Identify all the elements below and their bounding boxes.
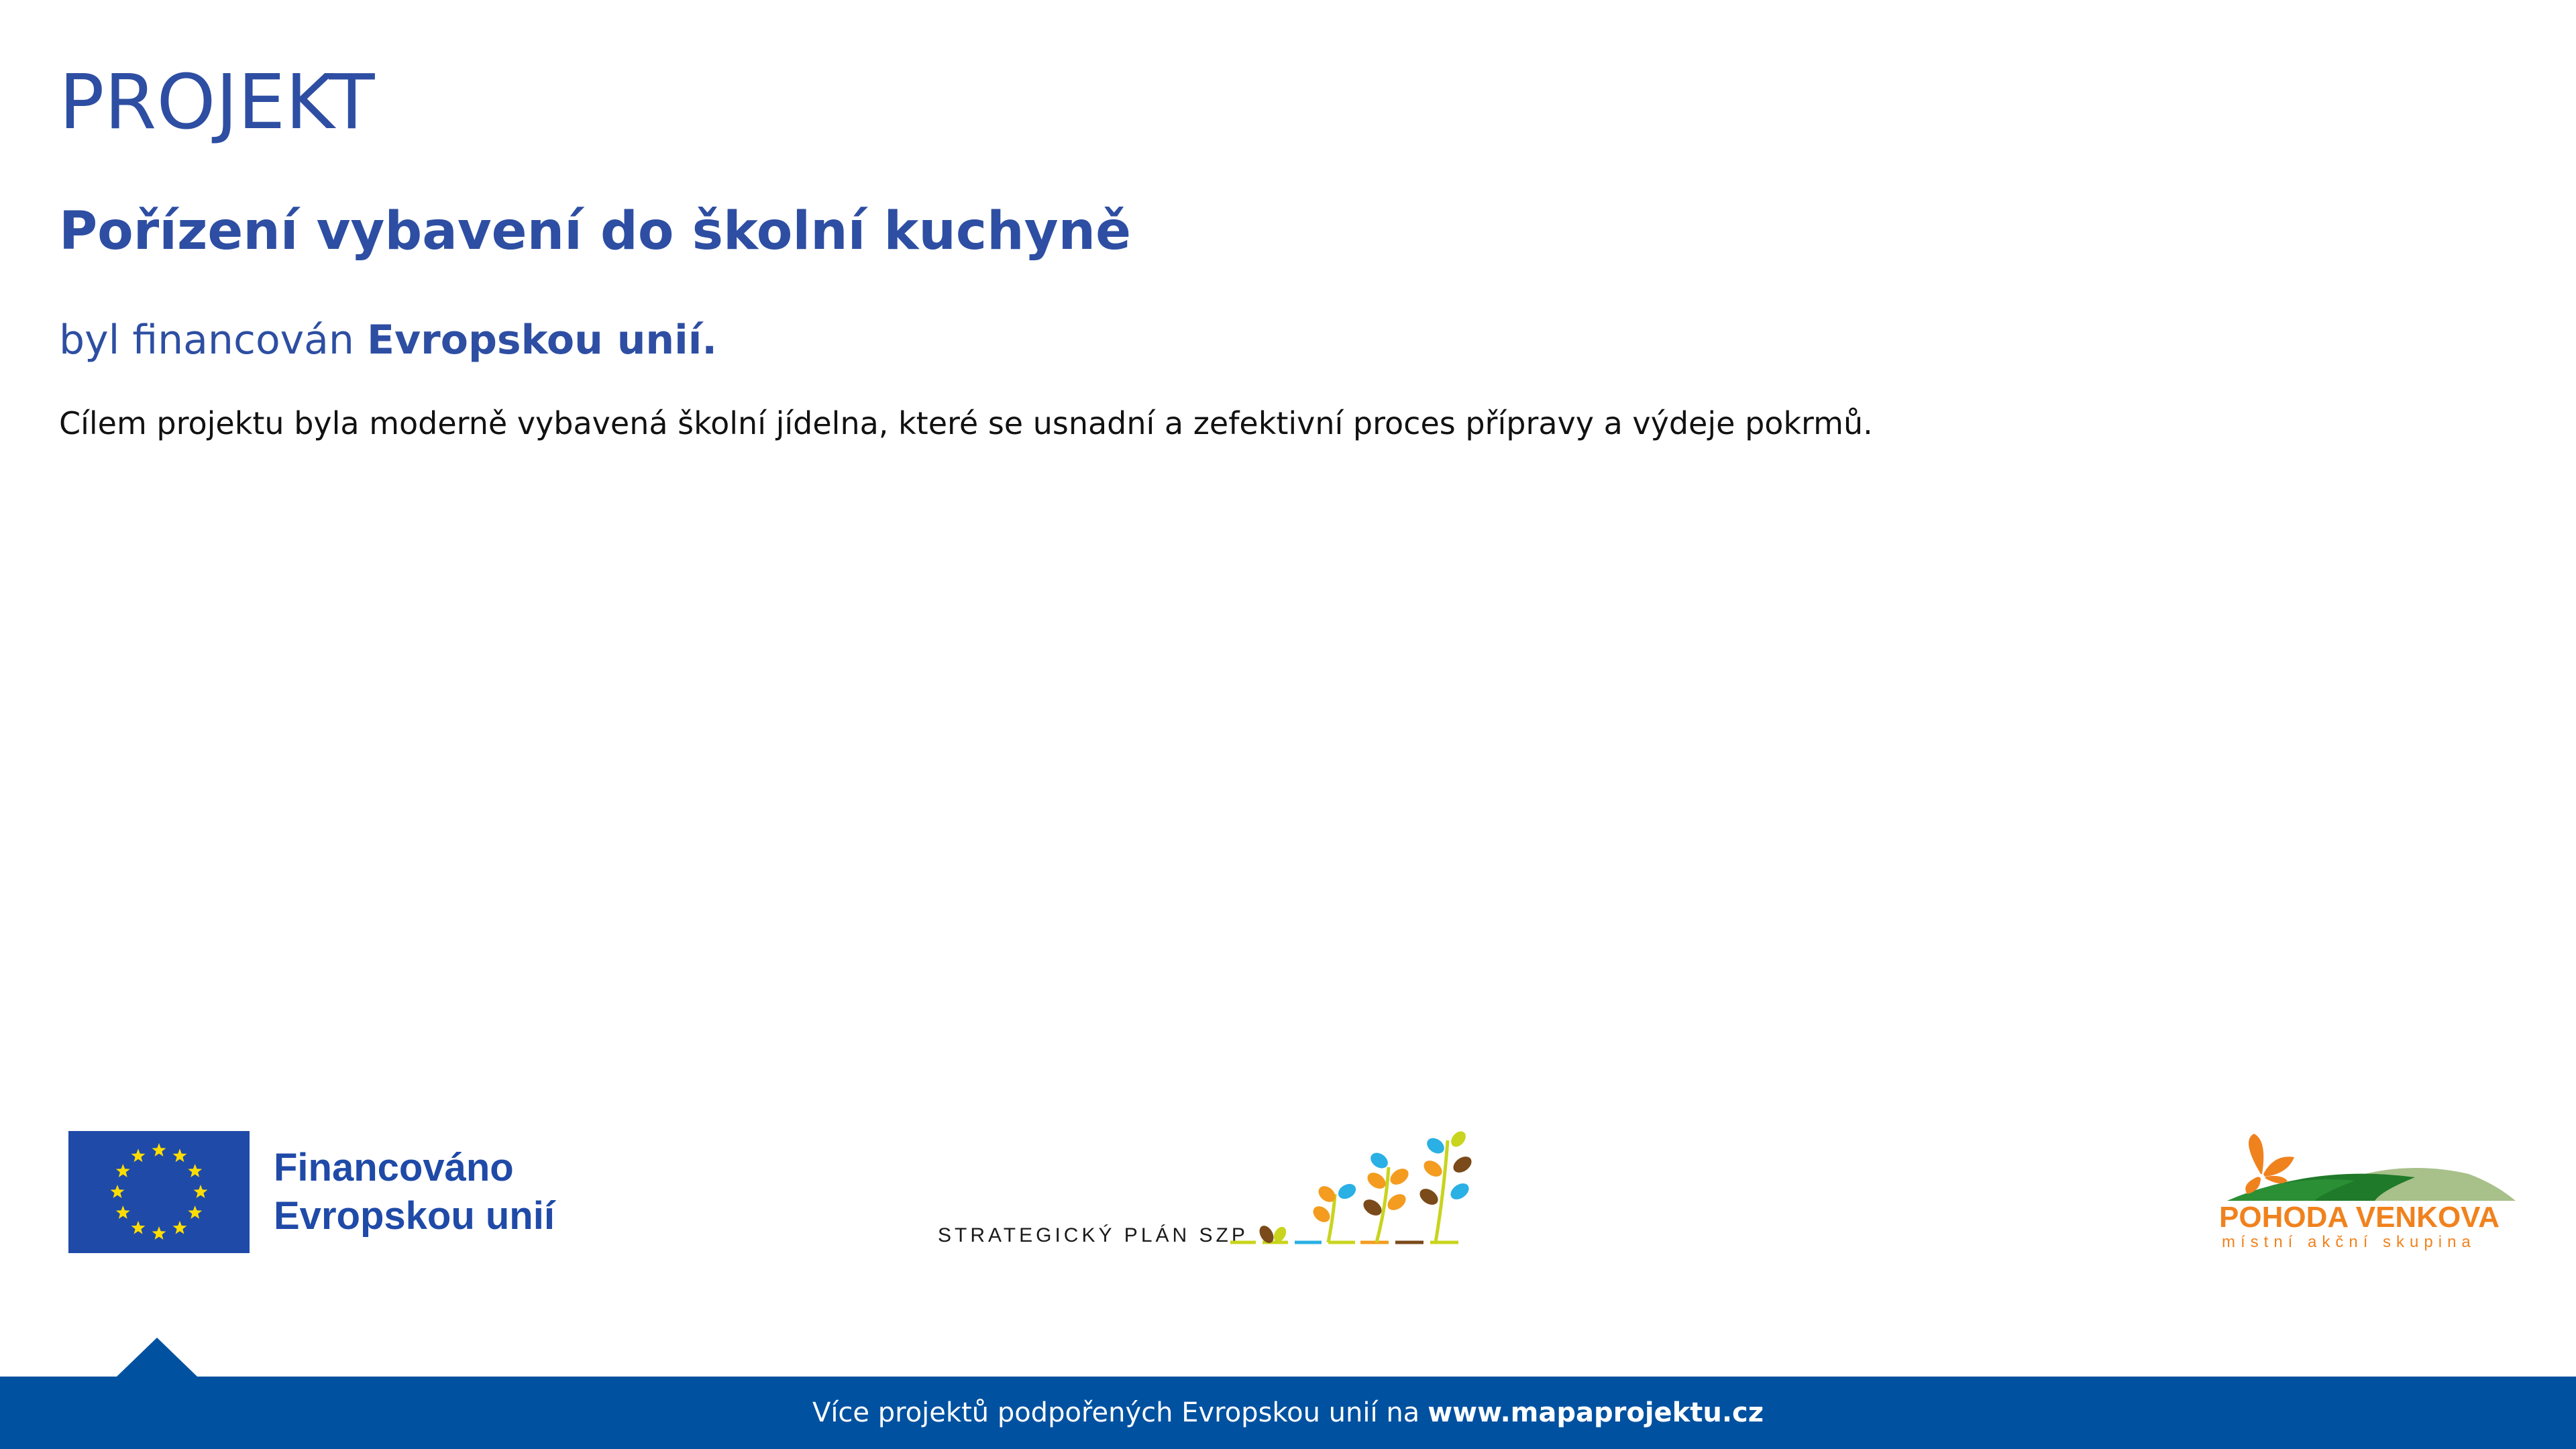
hills-butterfly-icon: [2214, 1127, 2522, 1208]
mas-logo-name: POHODA VENKOVA: [2219, 1201, 2500, 1234]
project-name: Pořízení vybavení do školní kuchyně: [59, 201, 1131, 262]
eu-flag-icon: [68, 1131, 250, 1253]
eu-star-icon: [173, 1148, 187, 1162]
mas-logo: [2214, 1127, 2522, 1254]
szp-logo: [938, 1127, 1528, 1254]
eu-funding-logo: [68, 1131, 555, 1253]
eu-star-icon: [188, 1205, 202, 1219]
eu-logo-line2: Evropskou unií: [274, 1194, 555, 1238]
funding-statement: [59, 317, 717, 364]
footer-bar: [0, 1377, 2576, 1449]
eu-star-icon: [173, 1221, 187, 1234]
eu-star-icon: [116, 1164, 130, 1177]
footer-text: Více projektů podpořených Evropskou unií na: [812, 1397, 1420, 1428]
footer-tab-marker: [117, 1338, 197, 1377]
szp-logo-text: STRATEGICKÝ PLÁN SZP: [938, 1224, 1248, 1246]
eu-star-icon: [152, 1226, 166, 1240]
eu-star-icon: [131, 1221, 146, 1234]
sprouts-icon: [1228, 1127, 1529, 1254]
eu-star-icon: [152, 1143, 166, 1157]
eu-star-icon: [111, 1185, 125, 1198]
page-heading: PROJEKT: [59, 59, 375, 146]
mas-logo-subtitle: místní akční skupina: [2222, 1233, 2476, 1251]
eu-star-icon: [194, 1185, 208, 1198]
eu-star-icon: [131, 1148, 146, 1162]
eu-star-icon: [188, 1164, 202, 1177]
funding-emphasis: Evropskou unií.: [367, 317, 718, 364]
project-description: Cílem projektu byla moderně vybavená školní jídelna, které se usnadní a zefektivní proces přípravy a výdeje pokrmů.: [59, 405, 1873, 441]
eu-star-icon: [116, 1205, 130, 1219]
funding-prefix: byl financován: [59, 317, 354, 364]
eu-logo-text: [274, 1144, 555, 1241]
footer-link[interactable]: www.mapaprojektu.cz: [1428, 1397, 1764, 1428]
eu-logo-line1: Financováno: [274, 1145, 514, 1189]
